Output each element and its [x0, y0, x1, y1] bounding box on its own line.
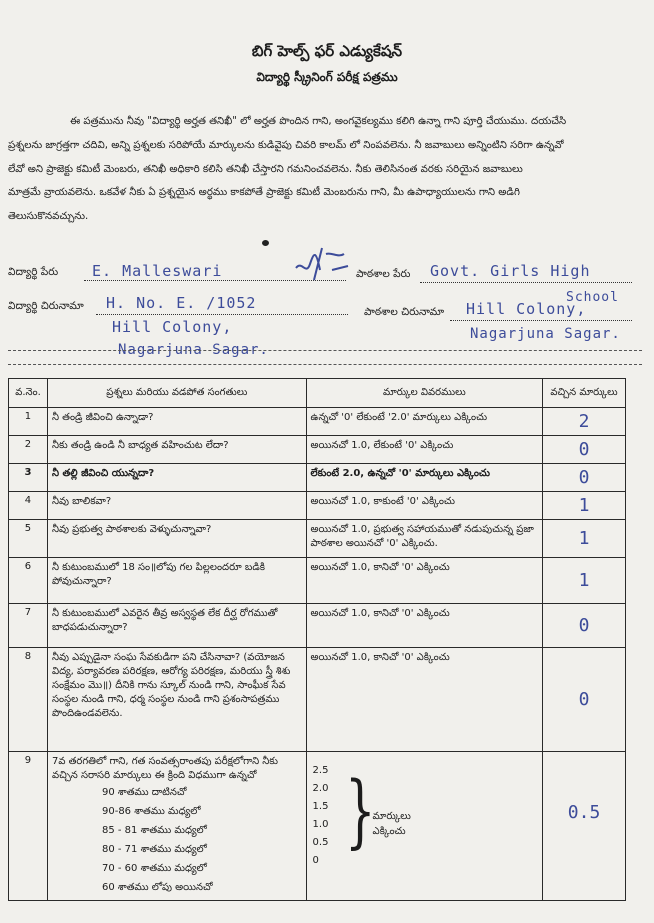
scale-value: 1.5 — [312, 801, 329, 812]
row-mark-rule: అయినచో 1.0, కానిచో '0' ఎక్కించు — [306, 604, 543, 648]
student-address-label: విద్యార్థి చిరునామా — [8, 300, 84, 312]
row-mark-rule: అయినచో 1.0, ప్రభుత్వ సహాయముతో నడుపుచున్న ప్రజా పాఠశాల అయినచో '0' ఎక్కించు. — [306, 520, 543, 558]
row-question: నీ తండ్రి జీవించి ఉన్నాడా? — [47, 408, 306, 436]
table-row — [9, 558, 626, 604]
school-address-line — [450, 320, 632, 321]
range-item: 90-86 శాతము మధ్యలో — [101, 806, 201, 817]
org-title: బిగ్ హెల్ప్ ఫర్ ఎడ్యుకేషన్ — [251, 42, 403, 60]
separator-line — [8, 350, 642, 351]
row-question: నీకు తండ్రి ఉండి నీ బాధ్యత వహించుట లేదా? — [47, 436, 306, 464]
row-number: 2 — [9, 436, 48, 464]
range-item: 85 - 81 శాతము మధ్యలో — [101, 825, 207, 836]
row-number: 6 — [9, 558, 48, 604]
table-row — [9, 436, 626, 464]
scale-value: 2.5 — [312, 765, 329, 776]
mark-scale — [311, 759, 539, 897]
table-row — [9, 752, 626, 901]
table-row — [9, 648, 626, 752]
scale-value: 0 — [312, 855, 319, 866]
row-score: 1 — [578, 528, 590, 549]
score-cell[interactable] — [543, 648, 626, 752]
score-cell[interactable] — [543, 436, 626, 464]
row-mark-rule: అయినచో 1.0, కాకుంటే '0' ఎక్కించు — [306, 492, 543, 520]
row-question: నీవు బాలికవా? — [47, 492, 306, 520]
intro-line: మాత్రమే వ్రాయవలెను. ఒకవేళ నీకు ఏ ప్రశ్నయైన అర్థము కాకపోతే ప్రాజెక్టు కమిటీ మెంబరును గాని, మీ ఉపాధ్యాయులను గాని అడిగి — [8, 187, 520, 199]
row-number: 3 — [9, 464, 48, 492]
table-row — [9, 408, 626, 436]
row-question: నీవు ఎప్పుడైనా సంఘ సేవకుడిగా పని చేసినావా? (వయోజన విద్య, పర్యావరణ పరిరక్షణ, ఆరోగ్య పరిరక్షణ, మరియు స్త్రీ శిశు సంక్షేమం మొ॥) దీనికి గాను స్కూల్ నుండి గాని, సాంఘీక సేవ సంస్థల నుండి గాని, ధర్మ సంస్థల నుండి గాని ప్రశంసాపత్రము పొందిఉండవలెను. — [47, 648, 306, 752]
range-item: 70 - 60 శాతము మధ్యలో — [101, 863, 207, 874]
row-score: 1 — [578, 495, 590, 516]
row-score: 0 — [578, 615, 590, 636]
scale-value: 1.0 — [312, 819, 329, 830]
row-number: 5 — [9, 520, 48, 558]
row-question: నీ కుటుంబములో ఎవరైన తీవ్ర అస్వస్థత లేక దీర్ఘ రోగముతో బాధపడుచున్నారా? — [47, 604, 306, 648]
form-subtitle: విద్యార్థి స్క్రీనింగ్ పరీక్ష పత్రము — [256, 70, 398, 84]
header-mark-details: మార్కుల వివరములు — [306, 379, 543, 408]
intro-line: తెలుసుకొనవచ్చును. — [8, 211, 89, 223]
row-mark-rule: అయినచో 1.0, కానిచో '0' ఎక్కించు — [306, 558, 543, 604]
score-cell[interactable] — [543, 604, 626, 648]
scale-value: 0.5 — [312, 837, 329, 848]
table-row — [9, 492, 626, 520]
row-score: 0 — [578, 467, 590, 488]
signature-mark — [292, 240, 356, 284]
score-cell[interactable] — [543, 464, 626, 492]
row-question: నీవు ప్రభుత్వ పాఠశాలకు వెళ్ళుచున్నావా? — [47, 520, 306, 558]
table-row — [9, 520, 626, 558]
row-mark-rule: ఉన్నచో '0' లేకుంటే '2.0' మార్కులు ఎక్కించు — [306, 408, 543, 436]
header-serial: వ.నెం. — [9, 379, 48, 408]
ink-blot — [262, 240, 269, 246]
intro-line: ఈ పత్రమును నీవు "విద్యార్థి అర్హత తనిఖీ" లో అర్హత పొందిన గాని, అంగవైకల్యము కలిగి ఉన్నా గాని పూర్తి చేయుము. దయచేసి — [70, 116, 567, 127]
score-cell[interactable] — [543, 752, 626, 901]
row-number: 9 — [9, 752, 48, 901]
separator-line — [8, 364, 642, 365]
table-header-row — [9, 379, 626, 408]
intro-line: లేవో అని ప్రాజెక్టు కమిటీ మెంబరు, తనిఖీ అధికారి కలిసి తనిఖీ చేస్తారని గమనించవలెను. నీకు తెలిసినంత వరకు సరియైన జవాబులు — [8, 163, 523, 175]
school-name-value-cont[interactable]: School — [566, 290, 619, 305]
row-score: 1 — [578, 570, 590, 591]
row-score: 0 — [578, 439, 590, 460]
student-name-label: విద్యార్థి పేరు — [8, 266, 59, 278]
row-score: 0 — [578, 689, 590, 710]
school-address-value-2[interactable]: Nagarjuna Sagar. — [470, 326, 621, 342]
intro-line: ప్రశ్నలను జాగ్రత్తగా చదివి, అన్ని ప్రశ్నలకు సరిపోయే మార్కులను కుడివైపు చివరి కాలమ్ లో నింపవలెను. నీ జవాబులు అన్నింటిని సరిగా ఉన్నవో — [8, 139, 564, 151]
score-cell[interactable] — [543, 408, 626, 436]
row-mark-rule: అయినచో 1.0, లేకుంటే '0' ఎక్కించు — [306, 436, 543, 464]
row-question: నీ తల్లి జీవించి యున్నదా? — [47, 464, 306, 492]
header-marks-obtained: వచ్చిన మార్కులు — [543, 379, 626, 408]
student-address-value-3[interactable]: Nagarjuna Sagar. — [118, 342, 269, 358]
student-address-value-2[interactable]: Hill Colony, — [112, 318, 233, 336]
intro-paragraph — [8, 110, 638, 229]
student-address-value-1[interactable]: H. No. E. /1052 — [106, 294, 257, 312]
school-name-value[interactable]: Govt. Girls High — [430, 262, 591, 280]
table-row — [9, 604, 626, 648]
student-name-value[interactable]: E. Malleswari — [92, 262, 223, 280]
row-mark-rule — [306, 752, 543, 901]
brace-icon: } — [344, 764, 376, 857]
range-item: 90 శాతము దాటినచో — [101, 787, 187, 798]
row-number: 1 — [9, 408, 48, 436]
row-score: 2 — [578, 411, 590, 432]
score-cell[interactable] — [543, 520, 626, 558]
school-name-line — [420, 282, 632, 283]
scale-value: 2.0 — [312, 783, 329, 794]
row-number: 8 — [9, 648, 48, 752]
school-name-label: పాఠశాల పేరు — [356, 268, 411, 280]
row-question: నీ కుటుంబములో 18 సం॥లోపు గల పిల్లలందరూ బడికి పోవుచున్నారా? — [47, 558, 306, 604]
score-cell[interactable] — [543, 558, 626, 604]
school-address-label: పాఠశాల చిరునామా — [364, 306, 445, 318]
row9-question-text: 7వ తరగతిలో గాని, గత సంవత్సరాంతపు పరీక్షలోగాని నీకు వచ్చిన సరాసరి మార్కులు ఈ క్రింది విధముగా ఉన్నచో — [51, 756, 278, 781]
score-cell[interactable] — [543, 492, 626, 520]
range-item: 80 - 71 శాతము మధ్యలో — [101, 844, 207, 855]
table-row — [9, 464, 626, 492]
marks-label-line: మార్కులు — [372, 811, 411, 822]
marks-label-line: ఎక్కించు — [372, 826, 406, 837]
row-mark-rule: లేకుంటే 2.0, ఉన్నచో '0' మార్కులు ఎక్కించు — [306, 464, 543, 492]
row-number: 7 — [9, 604, 48, 648]
school-address-value-1[interactable]: Hill Colony, — [466, 300, 587, 318]
range-item: 60 శాతము లోపు అయినచో — [101, 882, 213, 893]
marks-label — [373, 809, 411, 839]
row-number: 4 — [9, 492, 48, 520]
row-score: 0.5 — [567, 802, 601, 823]
screening-table — [8, 378, 626, 901]
row-question — [47, 752, 306, 901]
header-questions: ప్రశ్నలు మరియు వడపోత సంగతులు — [47, 379, 306, 408]
row-mark-rule: అయినచో 1.0, కానిచో '0' ఎక్కించు — [306, 648, 543, 752]
student-address-line — [96, 314, 348, 315]
